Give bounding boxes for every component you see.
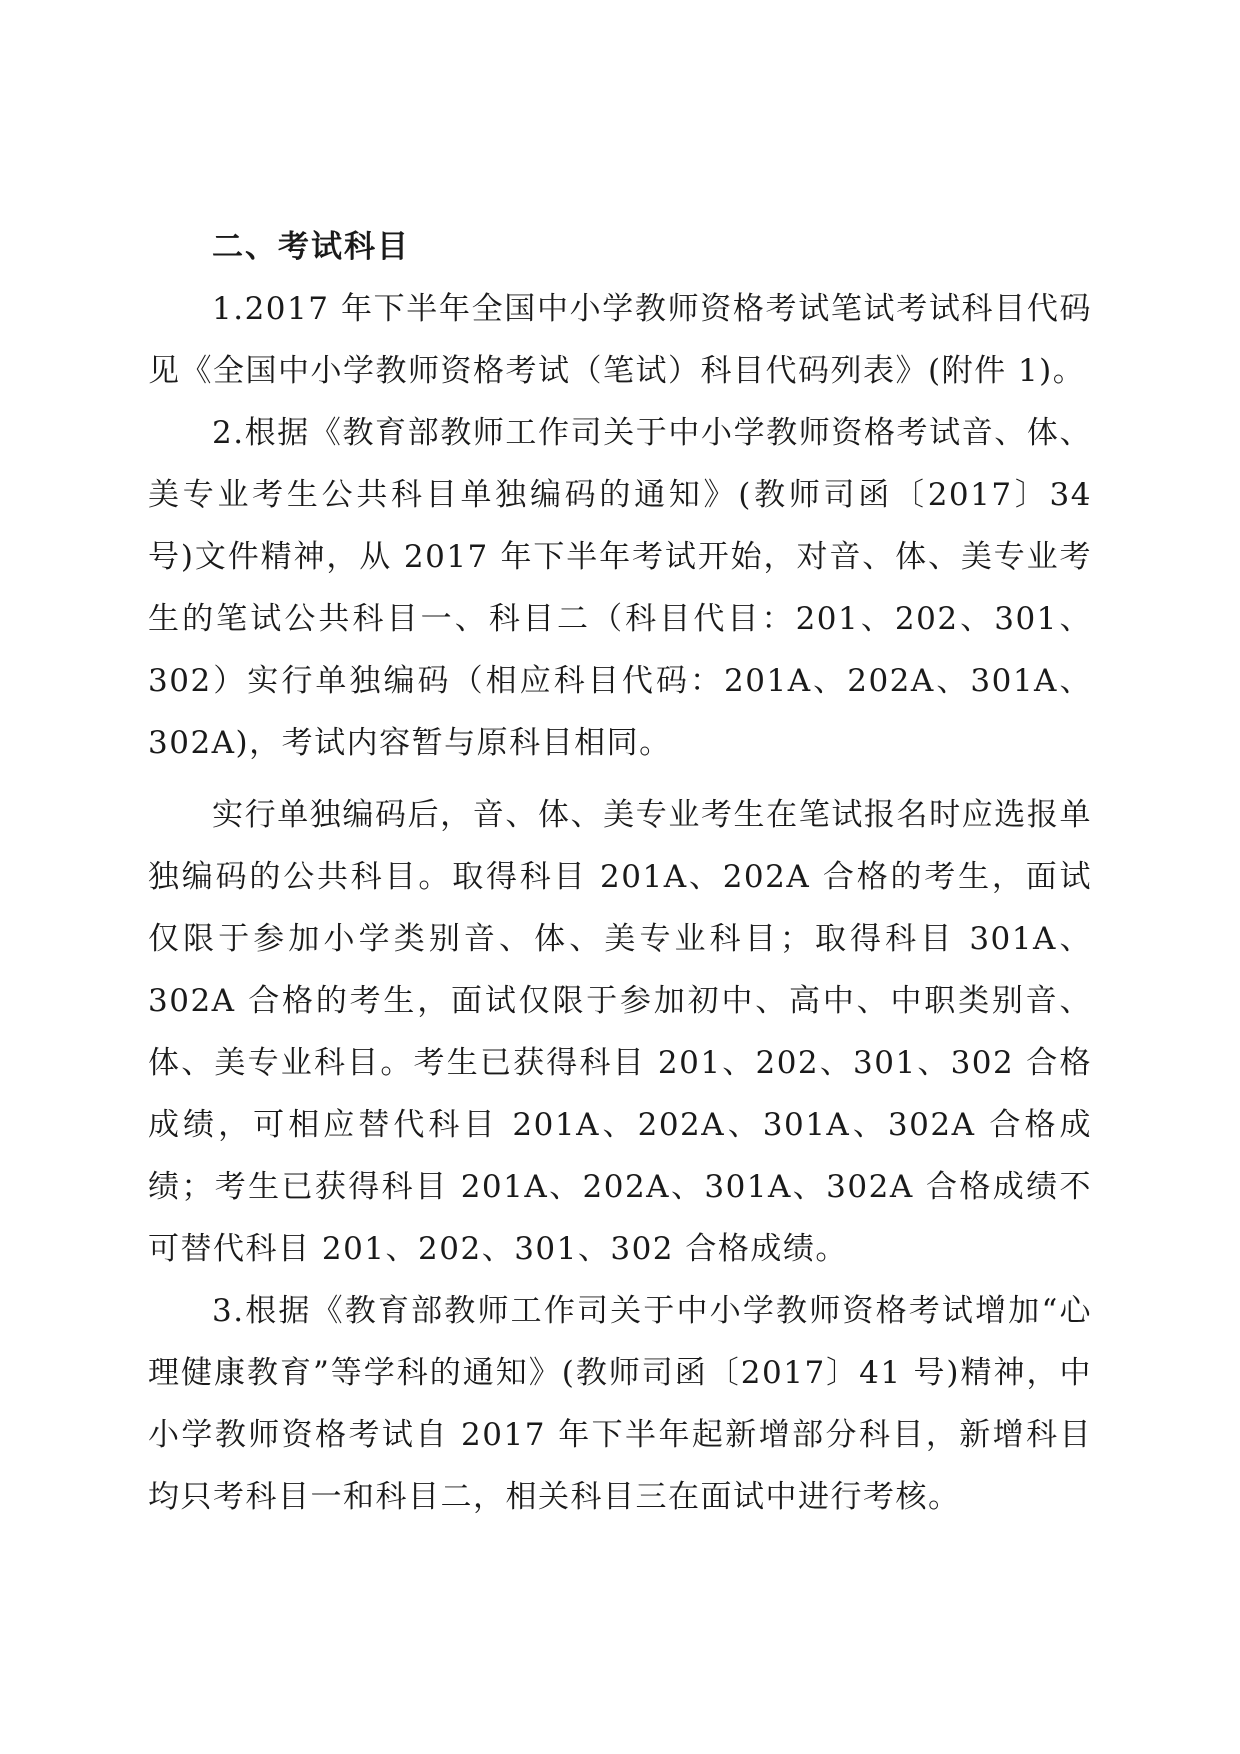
paragraph-separate-coding: 2.根据《教育部教师工作司关于中小学教师资格考试音、体、美专业考生公共科目单独编码的通知》(教师司函〔2017〕34 号)文件精神，从 2017 年下半年考试开始，对音、体、美专业考生的笔试公共科目一、科目二（科目代目：201、202、301、302）实行单独编码（相应科目代码：201A、202A、301A、302A)，考试内容暂与原科目相同。 (148, 415, 1092, 761)
paragraph-new-subjects: 3.根据《教育部教师工作司关于中小学教师资格考试增加“心理健康教育”等学科的通知》(教师司函〔2017〕41 号)精神，中小学教师资格考试自 2017 年下半年起新增部分科目，新增科目均只考科目一和科目二，相关科目三在面试中进行考核。 (148, 1293, 1092, 1515)
paragraph-subject-codes: 1.2017 年下半年全国中小学教师资格考试笔试考试科目代码见《全国中小学教师资格考试（笔试）科目代码列表》(附件 1)。 (148, 291, 1092, 389)
document-body (148, 216, 1092, 1528)
section-heading: 二、考试科目 (212, 229, 410, 265)
paragraph-coding-rules: 实行单独编码后，音、体、美专业考生在笔试报名时应选报单独编码的公共科目。取得科目 201A、202A 合格的考生，面试仅限于参加小学类别音、体、美专业科目；取得科目 301A、302A 合格的考生，面试仅限于参加初中、高中、中职类别音、体、美专业科目。考生已获得科目 201、202、301、302 合格成绩，可相应替代科目 201A、202A、301A、302A 合格成绩；考生已获得科目 201A、202A、301A、302A 合格成绩不可替代科目 201、202、301、302 合格成绩。 (148, 797, 1092, 1267)
